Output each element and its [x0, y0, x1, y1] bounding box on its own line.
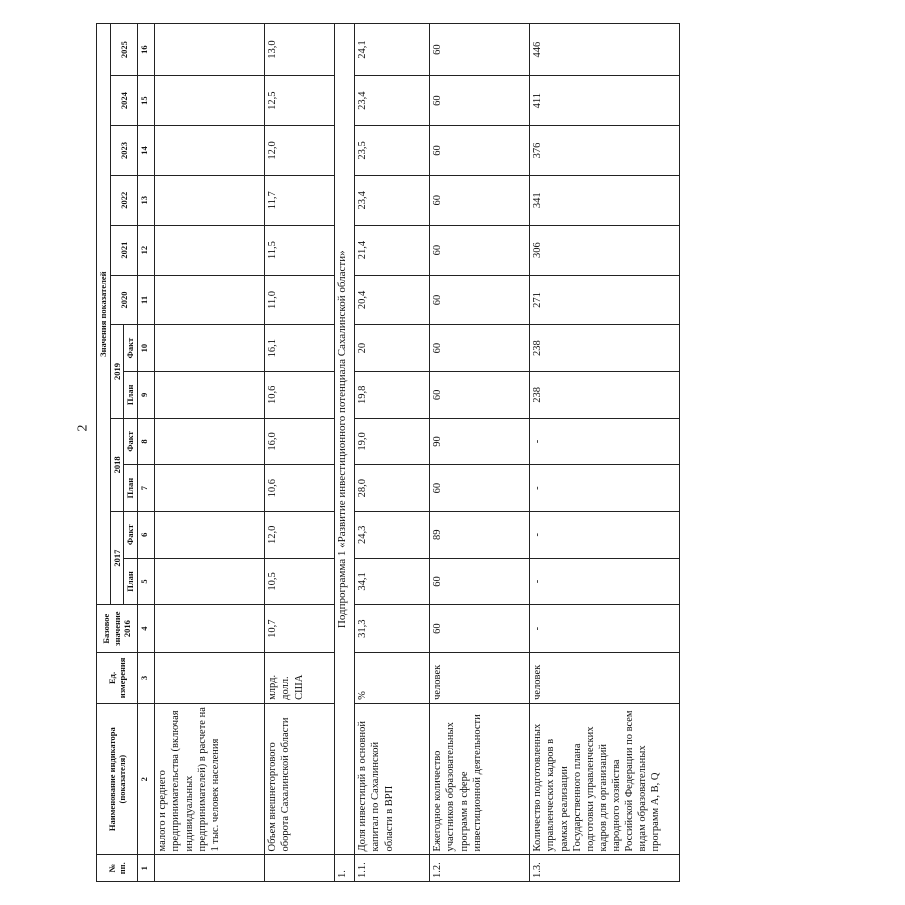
value-cell: 23,4: [355, 76, 430, 126]
header-base: Базовое значение 2016: [97, 605, 138, 653]
value-cell: 12,0: [265, 511, 335, 558]
indicator-name: Доля инвестиций в основной капитал по Сахалинской области в ВРП: [355, 703, 430, 855]
column-number: 10: [138, 325, 155, 372]
value-cell: 60: [430, 76, 530, 126]
base-value: 60: [430, 605, 530, 653]
table-row: [355, 24, 430, 882]
column-number: 7: [138, 465, 155, 512]
row-number: 1.2.: [430, 855, 530, 882]
base-value: 31,3: [355, 605, 430, 653]
unit: [155, 652, 265, 703]
header-plan: План: [124, 558, 138, 605]
value-cell: [155, 175, 265, 225]
value-cell: 238: [530, 325, 680, 372]
table-row: [265, 24, 335, 882]
page-number: 2: [75, 424, 91, 432]
value-cell: 12,0: [265, 126, 335, 176]
value-cell: 238: [530, 372, 680, 419]
header-fact: Факт: [124, 325, 138, 372]
header-fact: Факт: [124, 511, 138, 558]
value-cell: 10,6: [265, 372, 335, 419]
value-cell: [155, 275, 265, 325]
unit: %: [355, 652, 430, 703]
subprogram-number: 1.: [335, 855, 355, 882]
indicator-name: Ежегодное количество участников образовательных программ в сфере инвестиционной деятельности: [430, 703, 530, 855]
value-cell: 23,4: [355, 175, 430, 225]
header-fact: Факт: [124, 418, 138, 465]
subprogram-row: [335, 24, 355, 882]
value-cell: 376: [530, 126, 680, 176]
row-number: 1.3.: [530, 855, 680, 882]
value-cell: 60: [430, 126, 530, 176]
value-cell: 341: [530, 175, 680, 225]
row-number: 1.1.: [355, 855, 430, 882]
column-number: 1: [138, 855, 155, 882]
value-cell: 60: [430, 275, 530, 325]
value-cell: [155, 372, 265, 419]
column-number: 11: [138, 275, 155, 325]
value-cell: 446: [530, 24, 680, 76]
value-cell: 271: [530, 275, 680, 325]
value-cell: 60: [430, 465, 530, 512]
value-cell: [155, 225, 265, 275]
column-number: 8: [138, 418, 155, 465]
value-cell: 60: [430, 225, 530, 275]
unit: человек: [530, 652, 680, 703]
value-cell: 21,4: [355, 225, 430, 275]
header-row-1: [97, 24, 111, 882]
header-year: 2022: [110, 175, 138, 225]
value-cell: 24,1: [355, 24, 430, 76]
value-cell: 11,7: [265, 175, 335, 225]
header-year: 2021: [110, 225, 138, 275]
value-cell: [155, 418, 265, 465]
column-number: 4: [138, 605, 155, 653]
value-cell: 23,5: [355, 126, 430, 176]
base-value: 10,7: [265, 605, 335, 653]
value-cell: 60: [430, 372, 530, 419]
column-number: 5: [138, 558, 155, 605]
value-cell: 28,0: [355, 465, 430, 512]
indicator-name: малого и среднего предпринимательства (включая индивидуальных предпринимателей) в расчете на 1 тыс. человек населения: [155, 703, 265, 855]
value-cell: 60: [430, 175, 530, 225]
indicators-table: [96, 23, 680, 882]
value-cell: 34,1: [355, 558, 430, 605]
value-cell: 13,0: [265, 24, 335, 76]
value-cell: [155, 511, 265, 558]
table-row: [155, 24, 265, 882]
header-values: Значения показателей: [97, 24, 111, 605]
column-number: 16: [138, 24, 155, 76]
value-cell: 16,0: [265, 418, 335, 465]
header-unit: Ед. измерения: [97, 652, 138, 703]
value-cell: 10,5: [265, 558, 335, 605]
row-number: [155, 855, 265, 882]
indicator-name: Количество подготовленных управленческих кадров в рамках реализации Государственного плана подготовки управленческих кадров для организаций народного хозяйства Российской Федерации по всем видам образовательных программ А, В, Q: [530, 703, 680, 855]
value-cell: 306: [530, 225, 680, 275]
value-cell: 20,4: [355, 275, 430, 325]
column-number: 9: [138, 372, 155, 419]
header-no: № пп.: [97, 855, 138, 882]
table-row: [530, 24, 680, 882]
value-cell: 20: [355, 325, 430, 372]
value-cell: [155, 465, 265, 512]
value-cell: 19,8: [355, 372, 430, 419]
indicator-name: Объем внешнеторгового оборота Сахалинской области: [265, 703, 335, 855]
value-cell: -: [530, 418, 680, 465]
column-numbers-row: [138, 24, 155, 882]
value-cell: 411: [530, 76, 680, 126]
column-number: 12: [138, 225, 155, 275]
value-cell: 60: [430, 558, 530, 605]
header-year: 2024: [110, 76, 138, 126]
value-cell: -: [530, 465, 680, 512]
header-plan: План: [124, 465, 138, 512]
value-cell: -: [530, 558, 680, 605]
column-number: 14: [138, 126, 155, 176]
header-year: 2025: [110, 24, 138, 76]
value-cell: 90: [430, 418, 530, 465]
subprogram-title: Подпрограмма 1 «Развитие инвестиционного потенциала Сахалинской области»: [335, 24, 355, 856]
header-year: 2023: [110, 126, 138, 176]
column-number: 3: [138, 652, 155, 703]
column-number: 13: [138, 175, 155, 225]
header-year: 2020: [110, 275, 138, 325]
value-cell: [155, 558, 265, 605]
value-cell: 24,3: [355, 511, 430, 558]
column-number: 15: [138, 76, 155, 126]
unit: человек: [430, 652, 530, 703]
value-cell: 11,5: [265, 225, 335, 275]
table-row: [430, 24, 530, 882]
header-year: 2018: [110, 418, 124, 511]
value-cell: 19,0: [355, 418, 430, 465]
column-number: 2: [138, 703, 155, 855]
base-value: [155, 605, 265, 653]
unit: млрд. долл. США: [265, 652, 335, 703]
row-number: [265, 855, 335, 882]
header-name: Наименование индикатора (показателя): [97, 703, 138, 855]
value-cell: 10,6: [265, 465, 335, 512]
value-cell: 60: [430, 24, 530, 76]
value-cell: [155, 76, 265, 126]
value-cell: [155, 325, 265, 372]
column-number: 6: [138, 511, 155, 558]
value-cell: 60: [430, 325, 530, 372]
value-cell: [155, 24, 265, 76]
value-cell: 89: [430, 511, 530, 558]
header-year: 2019: [110, 325, 124, 418]
value-cell: -: [530, 511, 680, 558]
header-year: 2017: [110, 511, 124, 604]
value-cell: [155, 126, 265, 176]
value-cell: 11,0: [265, 275, 335, 325]
base-value: -: [530, 605, 680, 653]
header-plan: План: [124, 372, 138, 419]
value-cell: 16,1: [265, 325, 335, 372]
value-cell: 12,5: [265, 76, 335, 126]
